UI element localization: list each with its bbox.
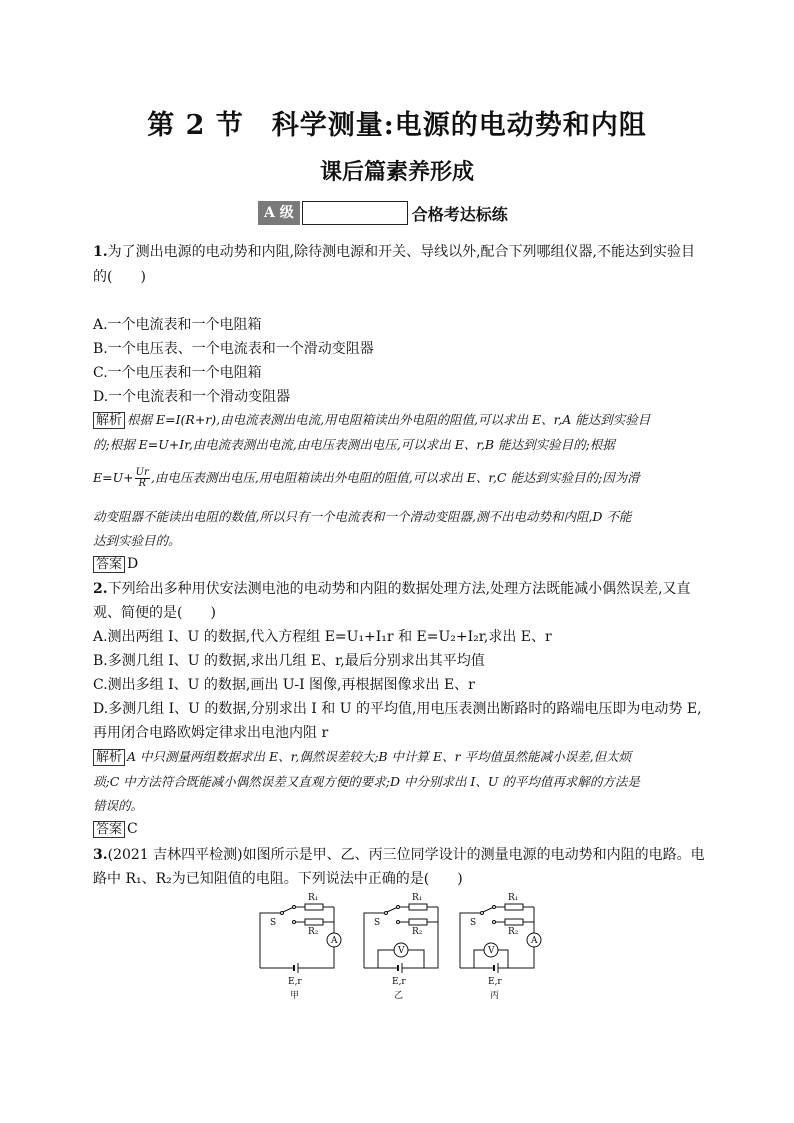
label-a-bing: A bbox=[531, 936, 538, 946]
q2-answer: C bbox=[127, 821, 138, 837]
q1-analysis-line3: E=U+ $\frac{Ur}{R}$ ,由电压表测出电压,用电阻箱读出外电阻的阻值,可以求出 E、r,C 能达到实验目的;因为滑 bbox=[93, 467, 640, 489]
q1-answer-line bbox=[93, 555, 138, 573]
q3-number: 3. bbox=[93, 847, 108, 863]
q2-option-b: B.多测几组 I、U 的数据,求出几组 E、r,最后分别求出其平均值 bbox=[93, 653, 485, 669]
q1-stem2: 的( ) bbox=[93, 269, 146, 285]
q1-stem1: 为了测出电源的电动势和内阻,除待测电源和开关、导线以外,配合下列哪组仪器,不能达到实验目 bbox=[107, 244, 695, 260]
level-text: 合格考达标练 bbox=[411, 204, 508, 224]
q2-answer-line bbox=[93, 820, 138, 838]
q1-answer: D bbox=[127, 556, 139, 572]
label-a-jia: A bbox=[331, 936, 338, 946]
q2-stem2: 观、简便的是( ) bbox=[93, 605, 216, 621]
q2-analysis-line3: 错误的。 bbox=[93, 798, 144, 813]
q1-analysis-text1: 根据 E=I(R+r),由电流表测出电流,用电阻箱读出外电阻的阻值,可以求出 E、r,A 能达到实验目 bbox=[127, 412, 651, 427]
q2-option-d2: 再用闭合电路欧姆定律求出电池内阻 r bbox=[93, 725, 329, 741]
label-src-yi: E,r bbox=[392, 977, 406, 987]
circuit-diagrams bbox=[250, 888, 550, 1007]
label-r2-yi: R₂ bbox=[412, 927, 423, 937]
page-title: 第 2 节 科学测量:电源的电动势和内阻 bbox=[147, 110, 647, 141]
q1-analysis-line5: 达到实验目的。 bbox=[93, 533, 181, 548]
q2-number: 2. bbox=[93, 581, 108, 597]
level-badge: A 级 bbox=[258, 201, 300, 225]
q2-option-a: A.测出两组 I、U 的数据,代入方程组 E=U₁+I₁r 和 E=U₂+I₂r,求出 E、r bbox=[93, 629, 552, 645]
page-subtitle: 课后篇素养形成 bbox=[319, 159, 474, 185]
q2-analysis-text1: A 中只测量两组数据求出 E、r,偶然误差较大;B 中计算 E、r 平均值虽然能减小误差,但太烦 bbox=[127, 749, 632, 764]
label-r1-bing: R₁ bbox=[508, 893, 519, 903]
q3-stem-line1 bbox=[93, 846, 705, 864]
label-v-yi: V bbox=[398, 946, 405, 956]
fraction-denominator: R bbox=[138, 478, 146, 489]
label-jia: 甲 bbox=[290, 991, 300, 1001]
label-r1-jia: R₁ bbox=[308, 893, 319, 903]
answer-tag: 答案 bbox=[93, 821, 125, 838]
q1-option-a: A.一个电流表和一个电阻箱 bbox=[93, 317, 262, 333]
q1-analysis-line2: 的;根据 E=U+Ir,由电流表测出电流,由电压表测出电压,可以求出 E、r,B 能达到实验目的;根据 bbox=[93, 437, 615, 452]
level-blank-box bbox=[302, 201, 408, 225]
level-header bbox=[258, 200, 508, 226]
q2-analysis-line1 bbox=[93, 748, 631, 766]
q2-analysis-line2: 琐;C 中方法符合既能减小偶然误差又直观方便的要求;D 中分别求出 I、U 的平均值再求解的方法是 bbox=[93, 774, 640, 789]
circuit-jia bbox=[260, 904, 341, 973]
q1-number: 1. bbox=[93, 244, 108, 260]
q1-option-c: C.一个电压表和一个电阻箱 bbox=[93, 365, 262, 381]
q2-option-d1: D.多测几组 I、U 的数据,分别求出 I 和 U 的平均值,用电压表测出断路时的路端电压即为电动势 E, bbox=[93, 701, 702, 717]
q2-stem-line1 bbox=[93, 580, 691, 598]
resistor-r2 bbox=[305, 919, 323, 925]
q1-analysis-line4: 动变阻器不能读出电阻的数值,所以只有一个电流表和一个滑动变阻器,测不出电动势和内阻,D 不能 bbox=[93, 509, 632, 524]
q2-stem1: 下列给出多种用伏安法测电池的电动势和内阻的数据处理方法,处理方法既能减小偶然误差,又直 bbox=[107, 581, 691, 597]
q1-analysis-line1 bbox=[93, 411, 650, 429]
q2-option-c: C.测出多组 I、U 的数据,画出 U-I 图像,再根据图像求出 E、r bbox=[93, 677, 475, 693]
fraction-numerator: Ur bbox=[135, 467, 149, 478]
label-bing: 丙 bbox=[490, 991, 500, 1001]
analysis-tag: 解析 bbox=[93, 749, 125, 766]
label-r2-jia: R₂ bbox=[308, 927, 319, 937]
circuit-yi bbox=[364, 904, 438, 973]
q1-option-d: D.一个电流表和一个滑动变阻器 bbox=[93, 389, 291, 405]
circuit-svg bbox=[250, 888, 550, 1003]
label-src-bing: E,r bbox=[488, 977, 502, 987]
label-s-yi: S bbox=[374, 918, 381, 928]
answer-tag: 答案 bbox=[93, 556, 125, 573]
label-s-jia: S bbox=[270, 918, 277, 928]
label-yi: 乙 bbox=[394, 991, 404, 1001]
label-v-bing: V bbox=[488, 946, 495, 956]
circuit-bing bbox=[460, 904, 541, 973]
label-r1-yi: R₁ bbox=[412, 893, 423, 903]
q3-stem2: 路中 R₁、R₂为已知阻值的电阻。下列说法中正确的是( ) bbox=[93, 871, 463, 887]
q1-formula-fraction bbox=[135, 468, 150, 489]
label-s-bing: S bbox=[470, 918, 477, 928]
q1-option-b: B.一个电压表、一个电流表和一个滑动变阻器 bbox=[93, 341, 374, 357]
resistor-r1 bbox=[305, 904, 323, 910]
q1-formula-prefix: E=U+ bbox=[93, 470, 134, 485]
q1-stem-line1 bbox=[93, 243, 695, 261]
label-r2-bing: R₂ bbox=[508, 927, 519, 937]
analysis-tag: 解析 bbox=[93, 412, 125, 429]
q1-analysis-text3: 由电压表测出电压,用电阻箱读出外电阻的阻值,可以求出 E、r,C 能达到实验目的;因为滑 bbox=[154, 470, 640, 485]
label-src-jia: E,r bbox=[288, 977, 302, 987]
q3-stem1: (2021 吉林四平检测)如图所示是甲、乙、丙三位同学设计的测量电源的电动势和内阻的电路。电 bbox=[107, 847, 705, 863]
